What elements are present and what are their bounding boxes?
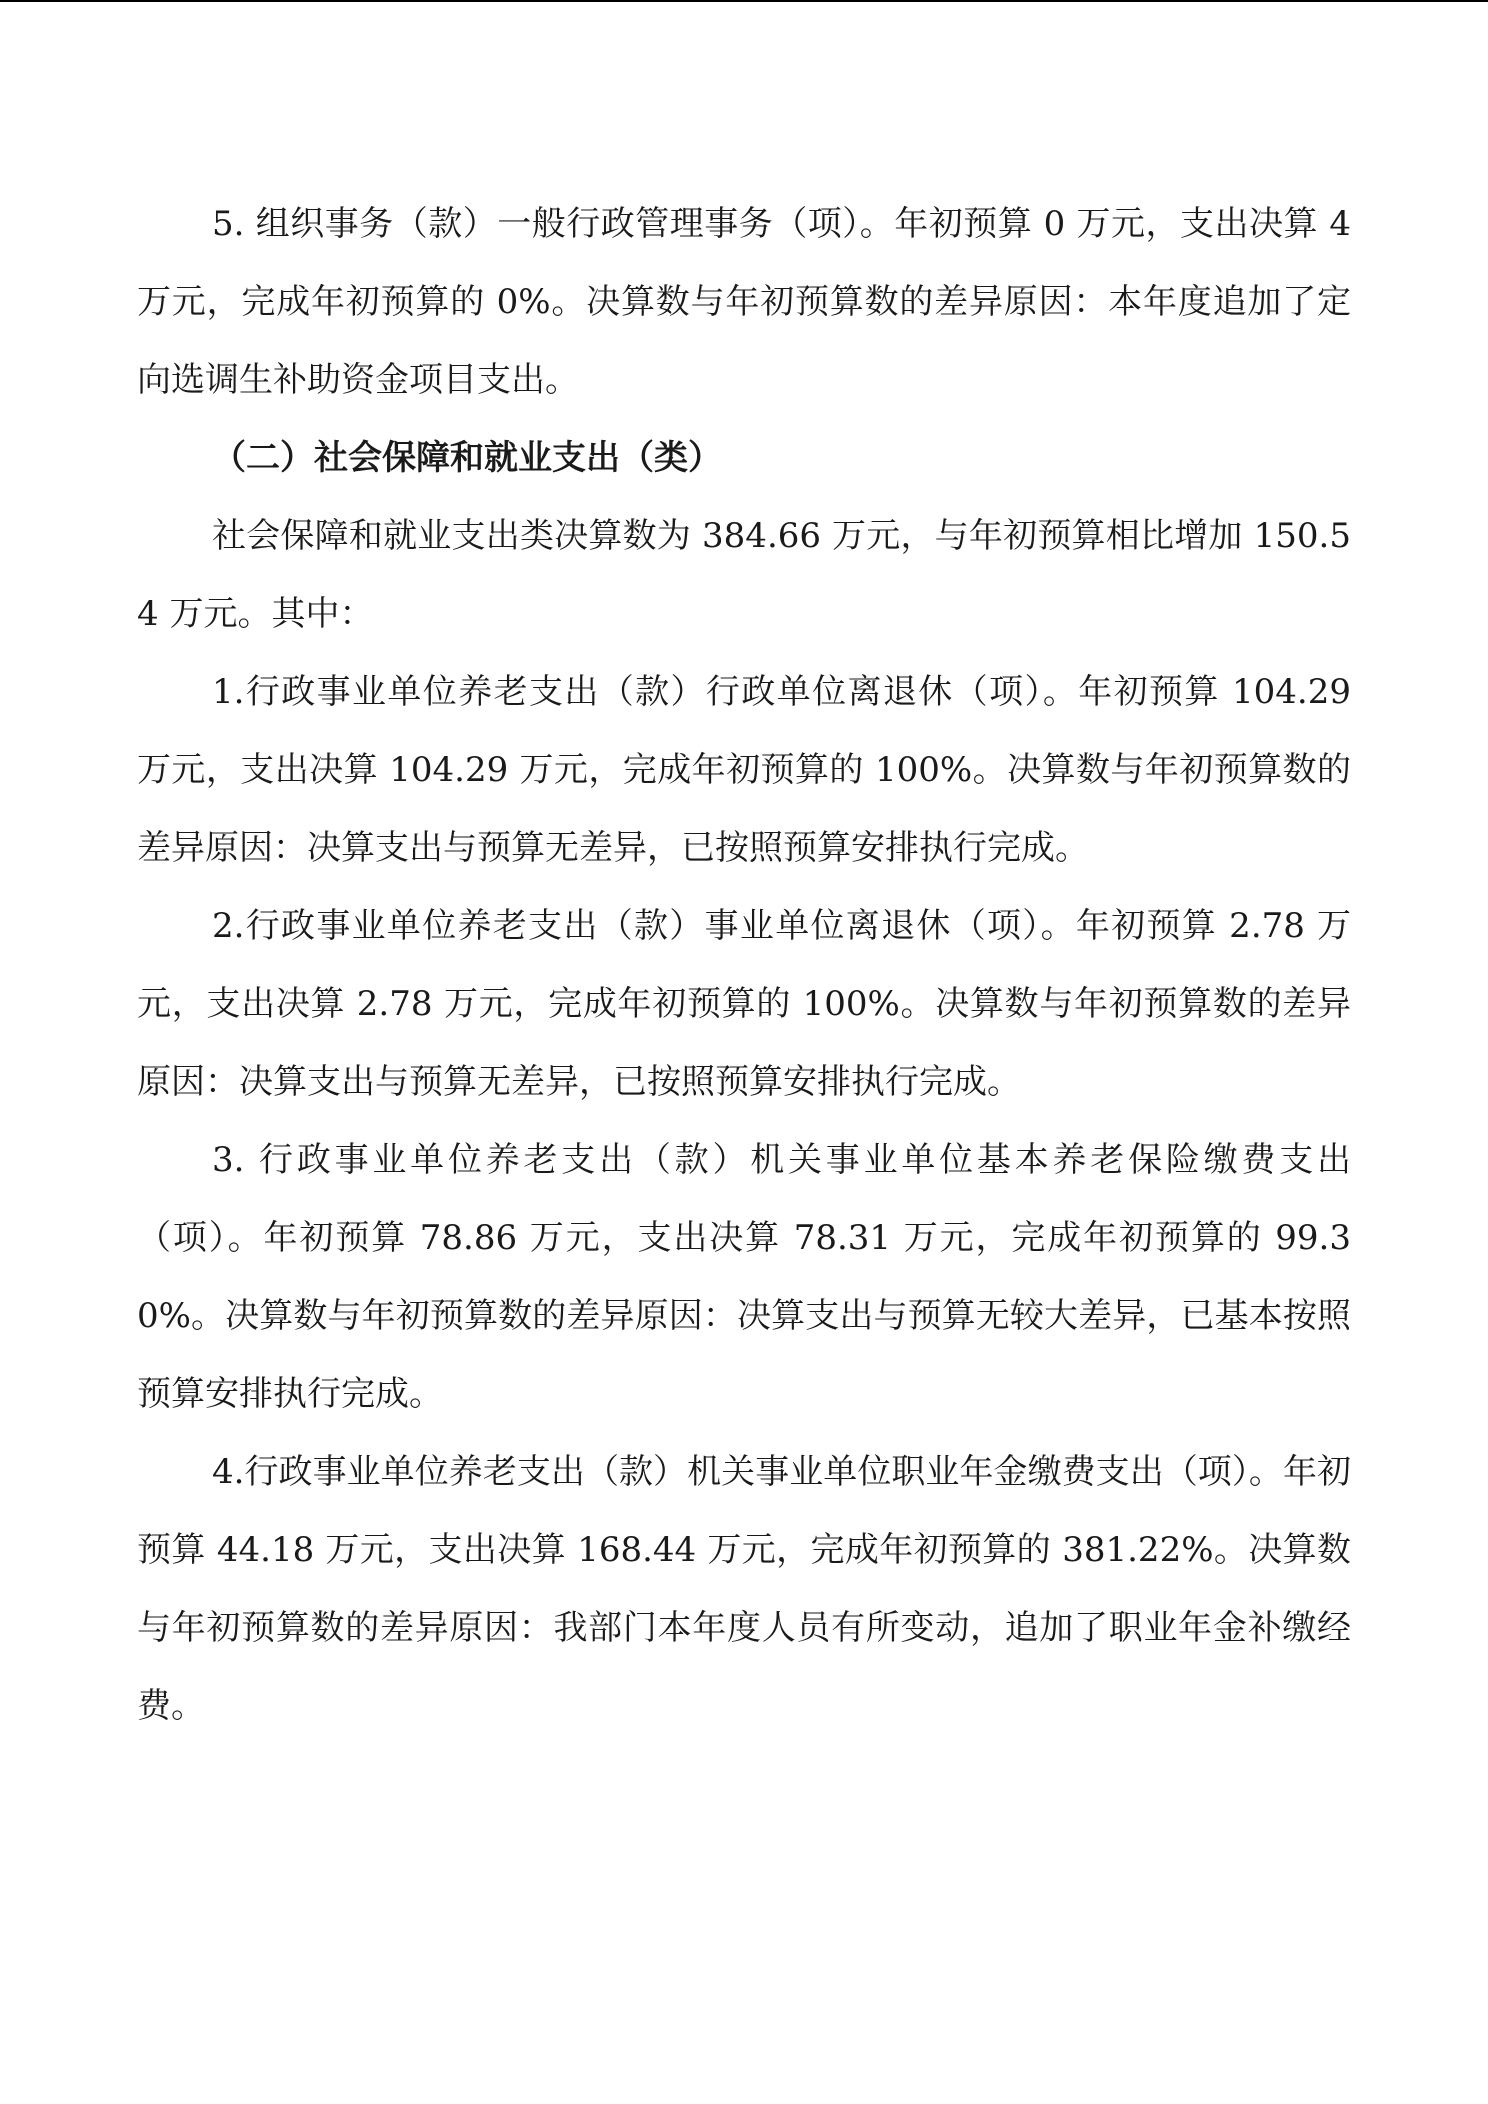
paragraph-basic-pension-insurance: 3. 行政事业单位养老支出（款）机关事业单位基本养老保险缴费支出（项）。年初预算 78.86 万元，支出决算 78.31 万元，完成年初预算的 99.30%。决算数与年初预算数的差异原因：决算支出与预算无较大差异，已基本按照预算安排执行完成。 [137,1140,1351,1414]
page-top-border [0,0,1488,2]
paragraph-social-security-summary: 社会保障和就业支出类决算数为 384.66 万元，与年初预算相比增加 150.54 万元。其中： [137,516,1351,634]
paragraph-org-affairs: 5. 组织事务（款）一般行政管理事务（项）。年初预算 0 万元，支出决算 4 万元，完成年初预算的 0%。决算数与年初预算数的差异原因：本年度追加了定向选调生补助资金项目支出。 [137,204,1351,400]
paragraph-admin-retirement: 1.行政事业单位养老支出（款）行政单位离退休（项）。年初预算 104.29 万元，支出决算 104.29 万元，完成年初预算的 100%。决算数与年初预算数的差异原因：决算支出与预算无差异，已按照预算安排执行完成。 [137,672,1351,868]
document-page [137,185,1351,1745]
section-heading-social-security: （二）社会保障和就业支出（类） [212,438,722,478]
paragraph-occupational-annuity: 4.行政事业单位养老支出（款）机关事业单位职业年金缴费支出（项）。年初预算 44.18 万元，支出决算 168.44 万元，完成年初预算的 381.22%。决算数与年初预算数的差异原因：我部门本年度人员有所变动，追加了职业年金补缴经费。 [137,1452,1351,1726]
paragraph-institution-retirement: 2.行政事业单位养老支出（款）事业单位离退休（项）。年初预算 2.78 万元，支出决算 2.78 万元，完成年初预算的 100%。决算数与年初预算数的差异原因：决算支出与预算无差异，已按照预算安排执行完成。 [137,906,1351,1102]
